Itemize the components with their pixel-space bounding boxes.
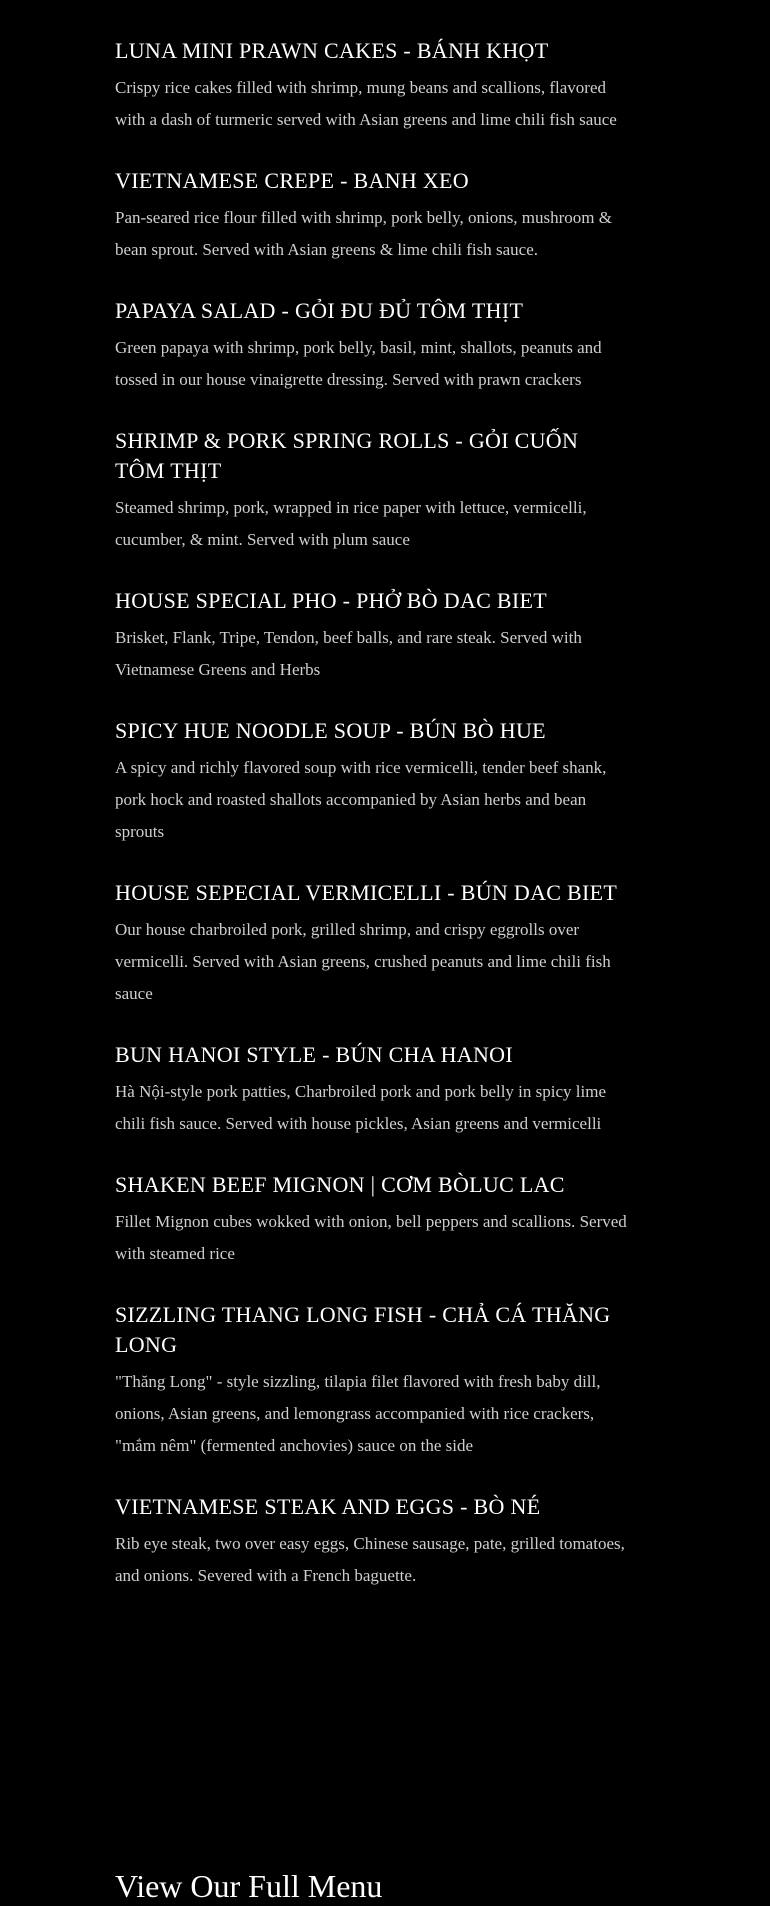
menu-item-title: PAPAYA SALAD - GỎI ĐU ĐỦ TÔM THỊT bbox=[115, 298, 524, 323]
menu-item bbox=[115, 1170, 630, 1270]
menu-item bbox=[115, 166, 630, 266]
menu-item bbox=[115, 1300, 630, 1462]
menu-item-title: LUNA MINI PRAWN CAKES - BÁNH KHỌT bbox=[115, 38, 549, 63]
menu-item-title: VIETNAMESE STEAK AND EGGS - BÒ NÉ bbox=[115, 1494, 541, 1519]
menu-item-description: Crispy rice cakes filled with shrimp, mung beans and scallions, flavored with a dash of turmeric served with Asian greens and lime chili fish sauce bbox=[115, 78, 617, 129]
menu-item bbox=[115, 36, 630, 136]
menu-item bbox=[115, 1492, 630, 1592]
menu-item-description: Rib eye steak, two over easy eggs, Chinese sausage, pate, grilled tomatoes, and onions. Severed with a French baguette. bbox=[115, 1534, 625, 1585]
menu-item-title: SPICY HUE NOODLE SOUP - BÚN BÒ HUE bbox=[115, 718, 546, 743]
menu-item bbox=[115, 426, 630, 556]
menu-item bbox=[115, 716, 630, 848]
view-full-menu-link[interactable]: View Our Full Menu bbox=[115, 1868, 383, 1904]
menu-item-title: BUN HANOI STYLE - BÚN CHA HANOI bbox=[115, 1042, 513, 1067]
menu-item bbox=[115, 296, 630, 396]
menu-item-description: A spicy and richly flavored soup with rice vermicelli, tender beef shank, pork hock and roasted shallots accompanied by Asian herbs and bean sprouts bbox=[115, 758, 607, 841]
menu-item-description: Green papaya with shrimp, pork belly, basil, mint, shallots, peanuts and tossed in our house vinaigrette dressing. Served with prawn crackers bbox=[115, 338, 602, 389]
menu-item-title: HOUSE SEPECIAL VERMICELLI - BÚN DAC BIET bbox=[115, 880, 618, 905]
menu-item bbox=[115, 1040, 630, 1140]
menu-item-title: SHRIMP & PORK SPRING ROLLS - GỎI CUỐN TÔM THỊT bbox=[115, 428, 579, 483]
menu-item-title: HOUSE SPECIAL PHO - PHỞ BÒ DAC BIET bbox=[115, 588, 547, 613]
menu-item-title: SIZZLING THANG LONG FISH - CHẢ CÁ THĂNG LONG bbox=[115, 1302, 611, 1357]
menu-item-description: Hà Nội-style pork patties, Charbroiled pork and pork belly in spicy lime chili fish sauce. Served with house pickles, Asian greens and vermicelli bbox=[115, 1082, 607, 1133]
menu-item-title: SHAKEN BEEF MIGNON | CƠM BÒLUC LAC bbox=[115, 1172, 565, 1197]
menu-item-description: "Thăng Long" - style sizzling, tilapia filet flavored with fresh baby dill, onions, Asian greens, and lemongrass accompanied with rice crackers, "mắm nêm" (fermented anchovies) sauce on the side bbox=[115, 1372, 601, 1455]
menu-item-title: VIETNAMESE CREPE - BANH XEO bbox=[115, 168, 469, 193]
menu-item bbox=[115, 878, 630, 1010]
menu-item-description: Our house charbroiled pork, grilled shrimp, and crispy eggrolls over vermicelli. Served with Asian greens, crushed peanuts and lime chili fish sauce bbox=[115, 920, 611, 1003]
menu-list bbox=[115, 36, 630, 1622]
menu-item-description: Steamed shrimp, pork, wrapped in rice paper with lettuce, vermicelli, cucumber, & mint. Served with plum sauce bbox=[115, 498, 587, 549]
menu-item-description: Brisket, Flank, Tripe, Tendon, beef balls, and rare steak. Served with Vietnamese Greens and Herbs bbox=[115, 628, 582, 679]
menu-item-description: Pan-seared rice flour filled with shrimp, pork belly, onions, mushroom & bean sprout. Served with Asian greens & lime chili fish sauce. bbox=[115, 208, 613, 259]
menu-item-description: Fillet Mignon cubes wokked with onion, bell peppers and scallions. Served with steamed rice bbox=[115, 1212, 627, 1263]
menu-item bbox=[115, 586, 630, 686]
